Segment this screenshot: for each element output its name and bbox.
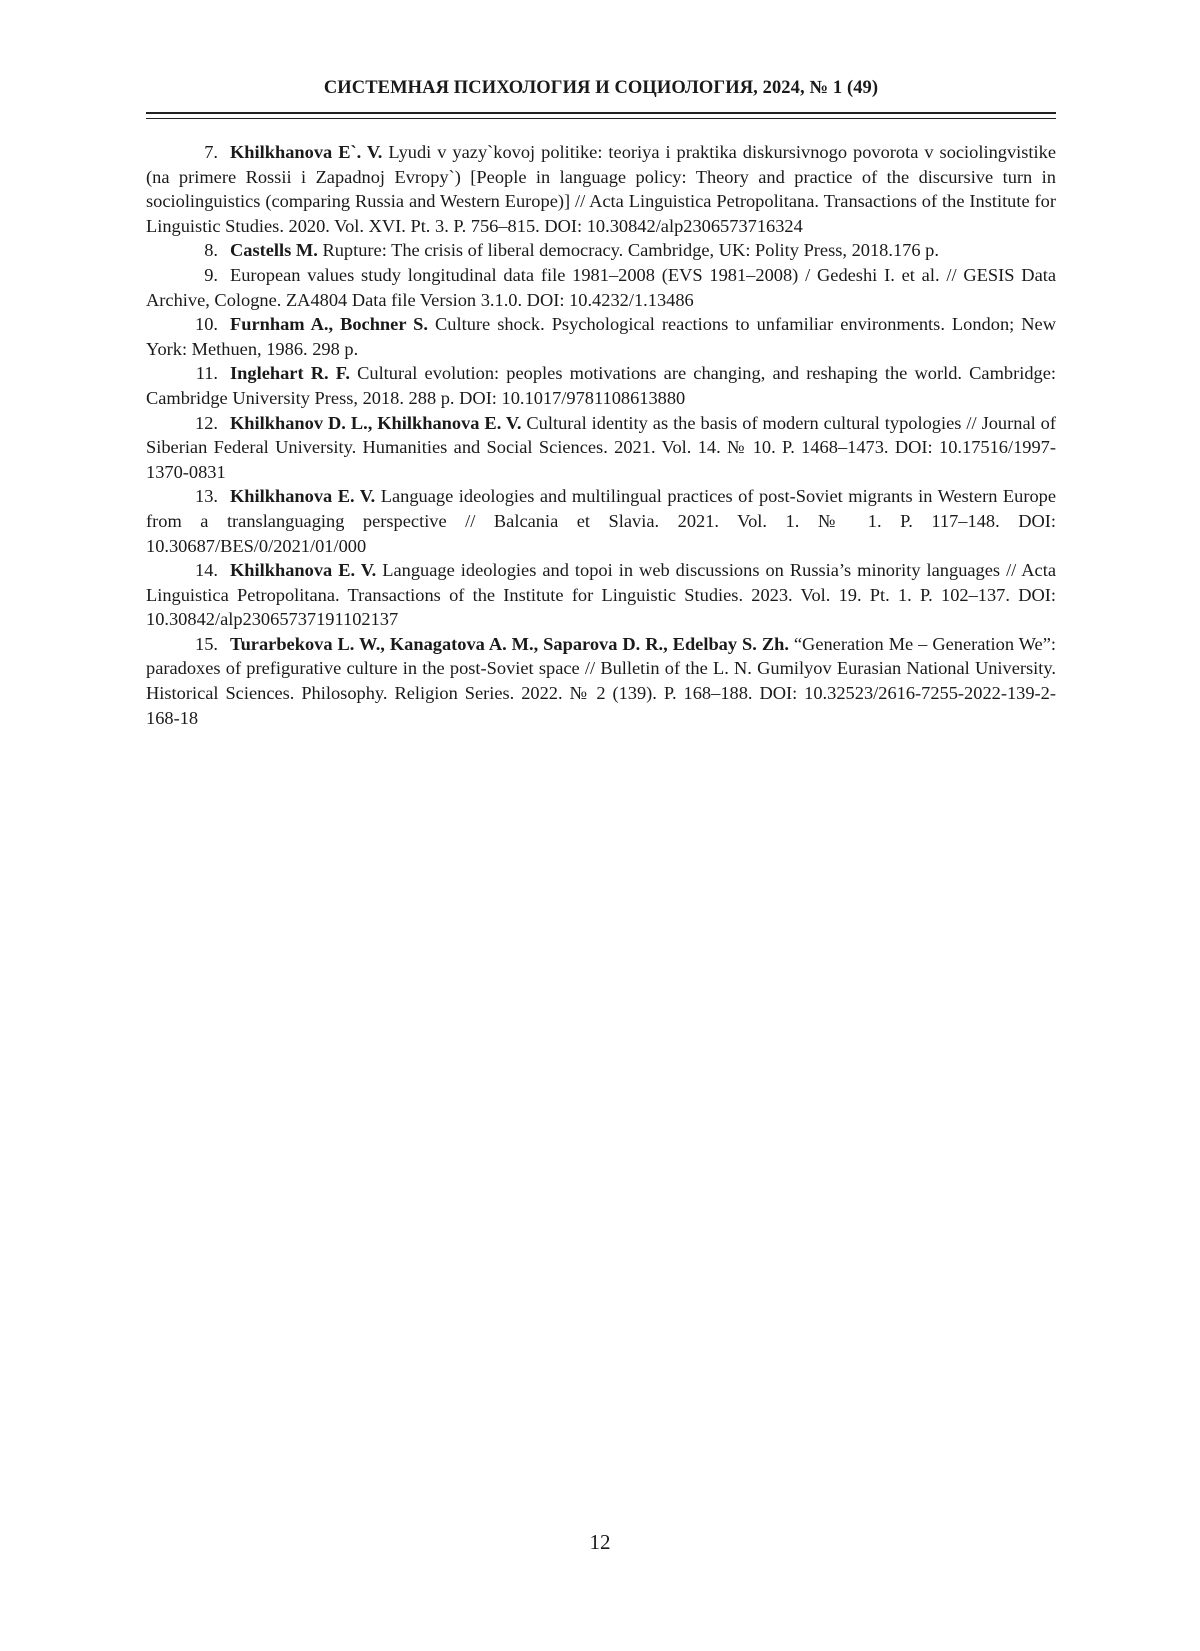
reference-number: 8. [204,240,218,261]
reference-item-10 [146,312,1056,361]
reference-text: Language ideologies and topoi in web discussions on Russia’s minority languages // Acta Linguistica Petropolitana. Transactions of the Institute for Linguistic Studies. 2023. Vol. 19. Pt. 1. P. 102–137. DOI: 10.30842/alp23065737191102137 [146,560,1056,630]
reference-authors: Khilkhanova E. V. [230,560,377,581]
reference-item-11 [146,361,1056,410]
header-rule-thick [146,112,1056,114]
reference-item-8 [146,238,1056,263]
reference-text: European values study longitudinal data file 1981–2008 (EVS 1981–2008) / Gedeshi I. et al. // GESIS Data Archive, Cologne. ZA4804 Data file Version 3.1.0. DOI: 10.4232/1.13486 [146,264,1056,310]
reference-authors: Furnham A., Bochner S. [230,314,428,335]
reference-text: Lyudi v yazy`kovoj politike: teoriya i praktika diskursivnogo povorota v sociolingvistike (na primere Rossii i Zapadnoj Evropy`) [People in language policy: Theory and practice of the discursive turn in sociolinguistics (comparing Russia and Western Europe)] // Acta Linguistica Petropolitana. Transactions of the Institute for Linguistic Studies. 2020. Vol. XVI. Pt. 3. P. 756–815. DOI: 10.30842/alp2306573716324 [146,142,1057,236]
reference-authors: Khilkhanova E. V. [230,486,376,507]
running-title: СИСТЕМНАЯ ПСИХОЛОГИЯ И СОЦИОЛОГИЯ, 2024, № 1 (49) [323,78,879,98]
reference-number: 13. [195,486,218,507]
reference-number: 14. [195,560,218,581]
reference-number: 10. [195,314,218,335]
reference-authors: Khilkhanov D. L., Khilkhanova E. V. [230,412,522,433]
reference-text: Rupture: The crisis of liberal democracy. Cambridge, UK: Polity Press, 2018.176 p. [317,240,939,261]
reference-item-9 [146,263,1056,312]
reference-item-7 [146,140,1056,238]
reference-authors: Castells M. [230,240,318,261]
reference-number: 12. [195,412,218,433]
reference-text: Cultural evolution: peoples motivations are changing, and reshaping the world. Cambridge: Cambridge University Press, 2018. 288 p. DOI: 10.1017/9781108613880 [146,363,1056,408]
page-number: 12 [589,1530,611,1554]
reference-item-12 [146,411,1056,485]
reference-authors: Turarbekova L. W., Kanagatova A. M., Saparova D. R., Edelbay S. Zh. [230,633,789,654]
reference-text: Culture shock. Psychological reactions to unfamiliar environments. London; New York: Methuen, 1986. 298 p. [146,314,1056,359]
reference-list [146,140,1056,730]
reference-number: 9. [204,264,218,285]
reference-item-13 [146,484,1056,558]
reference-number: 7. [204,142,218,162]
reference-item-15 [146,632,1056,730]
reference-item-14 [146,558,1056,632]
reference-text: Cultural identity as the basis of modern cultural typologies // Journal of Siberian Federal University. Humanities and Social Sciences. 2021. Vol. 14. № 10. P. 1468–1473. DOI: 10.17516/1997-1370-0831 [146,412,1056,482]
reference-number: 15. [195,633,218,654]
reference-text: Language ideologies and multilingual practices of post-Soviet migrants in Western Europe from a translanguaging perspective // Balcania et Slavia. 2021. Vol. 1. № 1. P. 117–148. DOI: 10.30687/BES/0/2021/01/000 [146,486,1057,556]
header-rule-thin [146,118,1056,119]
reference-authors: Khilkhanova E`. V. [230,142,383,162]
reference-authors: Inglehart R. F. [230,363,350,384]
reference-text: “Generation Me – Generation We”: paradoxes of prefigurative culture in the post-Soviet space // Bulletin of the L. N. Gumilyov Eurasian National University. Historical Sciences. Philosophy. Religion Series. 2022. № 2 (139). P. 168–188. DOI: 10.32523/2616-7255-2022-139-2-168-18 [146,633,1056,728]
reference-number: 11. [195,363,218,384]
